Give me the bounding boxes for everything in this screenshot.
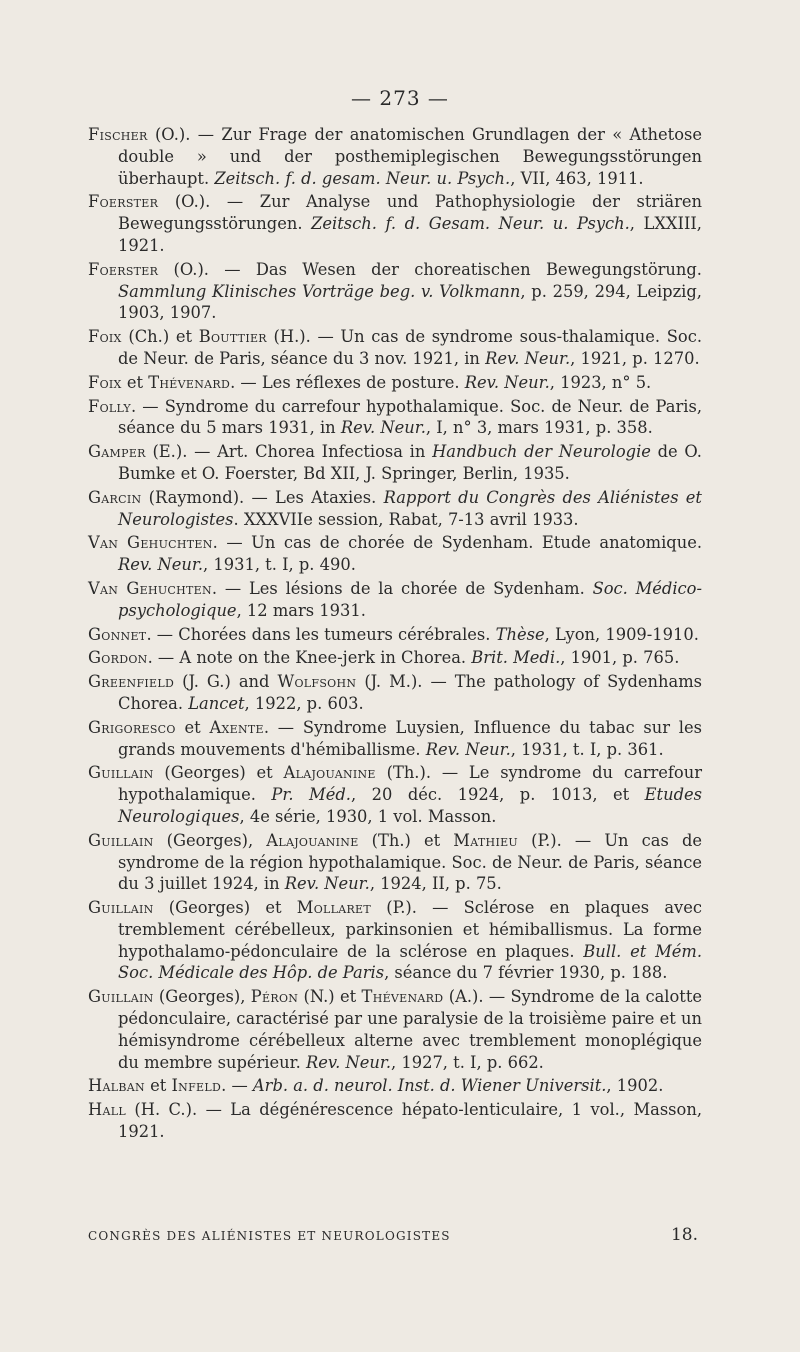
publication-title: Brit. Medi. (471, 648, 561, 668)
entry-text: (Georges), (153, 830, 267, 850)
entry-text: . XXXVIIe session, Rabat, 7-13 avril 1933. (233, 509, 579, 529)
author-name: Guillain (88, 830, 154, 850)
entry-text: . — A note on the Knee-jerk in Chorea. (147, 648, 472, 668)
author-name: Alajouanine (283, 763, 376, 783)
author-name: Infeld (171, 1076, 222, 1096)
entry-text: , 1924, II, p. 75. (369, 874, 502, 894)
author-name: Van Gehuchten (88, 578, 212, 598)
entry-text: (Th.). — Le syndrome du carrefour hypothalamique. (118, 763, 702, 805)
entry-text: , 1931, t. I, p. 361. (510, 739, 664, 759)
entry-text: , 20 déc. 1924, p. 1013, et (350, 785, 645, 805)
bibliography-entry (88, 191, 702, 256)
publication-title: Lancet (188, 693, 245, 713)
bibliography-entry (88, 532, 702, 576)
entry-text: (J. G.) and (174, 672, 278, 692)
author-name: Gordon (88, 648, 148, 668)
publication-title: Rev. Neur. (485, 348, 571, 368)
author-name: Hall (88, 1100, 126, 1120)
author-name: Alajouanine (266, 830, 359, 850)
author-name: Folly (88, 396, 131, 416)
bibliography-entry (88, 487, 702, 531)
bibliography-entry (88, 124, 702, 189)
entry-text: et (121, 372, 149, 392)
entry-text: (E.). — Art. Chorea Infectiosa in (145, 442, 433, 462)
author-name: Halban (88, 1076, 145, 1096)
entry-text: , LXXIII, 1921. (118, 214, 702, 255)
author-name: Gamper (88, 442, 146, 462)
publication-title: Arb. a. d. neurol. Inst. d. Wiener Universit. (252, 1076, 607, 1096)
author-name: Thévenard (361, 987, 444, 1007)
author-name: Grigoresco (88, 717, 176, 737)
author-name: Foix (88, 372, 122, 392)
author-name: Foerster (88, 259, 159, 279)
entry-text: (Ch.) et (121, 327, 199, 347)
entry-text: . — Un cas de chorée de Sydenham. Etude anatomique. (212, 533, 702, 553)
entry-text: , 12 mars 1931. (236, 600, 366, 620)
author-name: Mathieu (453, 830, 518, 850)
entry-text: (P.). — Un cas de syndrome de la région hypothalamique. Soc. de Neur. de Paris, séance du 3 juillet 1924, in (118, 830, 702, 894)
publication-title: Rev. Neur. (305, 1052, 392, 1072)
entry-text: (A.). — Syndrome de la calotte pédonculaire, caractérisé par une paralysie de la troisième paire et un hémisyndrome cérébelleux alterne avec tremblement monoplégique du membre supérieur. (118, 987, 703, 1072)
publication-title: Etudes Neurologiques (118, 785, 702, 826)
entry-text: (Georges) et (153, 898, 297, 918)
bibliography-entry (88, 396, 702, 440)
author-name: Axente (209, 717, 264, 737)
entry-text: (P.). — Sclérose en plaques avec tremblement cérébelleux, parkinsonien et hémiballismus. La forme hypothalamo-pédonculaire de la sclérose en plaques. (118, 898, 703, 961)
publication-title: Thèse (495, 624, 545, 644)
publication-title: Zeitsch. f. d. Gesam. Neur. u. Psych. (311, 214, 630, 234)
publication-title: Soc. Médico-psychologique (118, 578, 702, 620)
bibliography-entry (88, 762, 702, 827)
entry-text: , I, n° 3, mars 1931, p. 358. (425, 418, 653, 438)
bibliography-entry (88, 671, 702, 715)
author-name: Guillain (88, 898, 154, 918)
entry-text: (H.). — Un cas de syndrome sous-thalamique. Soc. de Neur. de Paris, séance du 3 nov. 1921, in (118, 327, 703, 368)
entry-text: et (175, 717, 210, 737)
entry-text: , 1931, t. I, p. 490. (203, 555, 356, 575)
publication-title: Rev. Neur. (284, 874, 370, 894)
entry-text: , Lyon, 1909-1910. (544, 624, 699, 644)
author-name: Mollaret (296, 898, 372, 918)
publication-title: Zeitsch. f. d. gesam. Neur. u. Psych. (214, 168, 511, 188)
entry-text: et (144, 1076, 172, 1096)
entry-text: , 1921, p. 1270. (570, 348, 700, 368)
publication-title: Rapport du Congrès des Aliénistes et Neurologistes (118, 487, 702, 529)
bibliography-entry (88, 441, 702, 485)
entry-text: , p. 259, 294, Leipzig, 1903, 1907. (118, 281, 702, 323)
entry-text: , 1923, n° 5. (549, 372, 652, 392)
entry-text: (Georges) et (153, 763, 284, 783)
bibliography-entry (88, 986, 702, 1073)
author-name: Guillain (88, 763, 154, 783)
entry-text: (Th.) et (358, 830, 454, 850)
bibliography-entry (88, 1099, 702, 1143)
bibliography-entry (88, 647, 702, 669)
entry-text: (Georges), (153, 987, 251, 1007)
entry-text: . — Les réflexes de posture. (230, 372, 465, 392)
author-name: Wolfsohn (277, 672, 357, 692)
bibliography-entry (88, 326, 702, 370)
entry-text: , 1902. (606, 1076, 664, 1096)
entry-text: , séance du 7 février 1930, p. 188. (384, 963, 668, 983)
publication-title: Handbuch der Neurologie (432, 442, 651, 462)
signature-mark: 18. (670, 1225, 698, 1245)
entry-text: de O. Bumke et O. Foerster, Bd XII, J. Springer, Berlin, 1935. (118, 442, 702, 483)
author-name: Garcin (88, 487, 142, 507)
entry-text: . — Syndrome du carrefour hypothalamique. Soc. de Neur. de Paris, séance du 5 mars 1931, in (118, 396, 702, 438)
entry-text: , VII, 463, 1911. (510, 168, 644, 188)
entry-text: . — Syndrome Luysien, Influence du tabac sur les grands mouvements d'hémiballisme. (118, 717, 703, 759)
author-name: Foerster (88, 192, 159, 212)
page-footer (88, 1225, 702, 1245)
author-name: Foix (88, 327, 122, 347)
entry-text: . — Chorées dans les tumeurs cérébrales. (146, 624, 496, 644)
author-name: Greenfield (88, 672, 175, 692)
entry-text: (O.). — Das Wesen der choreatischen Bewegungstörung. (158, 259, 702, 279)
entry-text: (Raymond). — Les Ataxies. (141, 487, 384, 507)
bibliography-entry (88, 578, 702, 622)
entry-text: , 1901, p. 765. (560, 648, 680, 668)
page-number: — 273 — (351, 86, 449, 110)
publication-title: Pr. Méd. (271, 785, 351, 805)
entry-text: . — Les lésions de la chorée de Sydenham. (211, 578, 593, 598)
author-name: Fischer (88, 125, 148, 144)
publication-title: Sammlung Klinisches Vorträge beg. v. Volkmann (118, 281, 521, 301)
running-footer-title: CONGRÈS DES ALIÉNISTES ET NEUROLOGISTES (88, 1229, 451, 1243)
bibliography-entry (88, 830, 702, 895)
entry-text: (O.). — Zur Frage der anatomischen Grundlagen der « Athetose double » und der posthemiplegischen Bewegungsstörungen überhaupt. (118, 125, 702, 188)
bibliography-entry (88, 717, 702, 761)
author-name: Gonnet (88, 624, 147, 644)
entry-text: , 1922, p. 603. (244, 693, 364, 713)
publication-title: Rev. Neur. (425, 739, 511, 759)
author-name: Bouttier (198, 327, 267, 347)
entry-text: (O.). — Zur Analyse und Pathophysiologie der striären Bewegungsstörungen. (118, 192, 702, 234)
bibliography-entry (88, 1075, 702, 1097)
bibliography-entry (88, 259, 702, 324)
entry-text: , 4e série, 1930, 1 vol. Masson. (239, 806, 497, 826)
publication-title: Bull. et Mém. Soc. Médicale des Hôp. de Paris (118, 941, 702, 983)
entry-text: , 1927, t. I, p. 662. (391, 1052, 544, 1072)
entry-text: . — (221, 1076, 253, 1096)
bibliography-list (88, 124, 702, 1145)
bibliography-entry (88, 624, 702, 646)
bibliography-entry (88, 897, 702, 984)
entry-text: (H. C.). — La dégénérescence hépato-lenticulaire, 1 vol., Masson, 1921. (118, 1100, 702, 1142)
entry-text: (N.) et (298, 987, 362, 1007)
publication-title: Rev. Neur. (118, 555, 204, 575)
author-name: Péron (250, 987, 299, 1007)
author-name: Guillain (88, 987, 154, 1007)
publication-title: Rev. Neur. (464, 372, 550, 392)
author-name: Thévenard (148, 372, 231, 392)
publication-title: Rev. Neur. (340, 418, 426, 438)
bibliography-entry (88, 372, 702, 394)
author-name: Van Gehuchten (88, 533, 213, 553)
entry-text: (J. M.). — The pathology of Sydenhams Chorea. (118, 672, 703, 713)
